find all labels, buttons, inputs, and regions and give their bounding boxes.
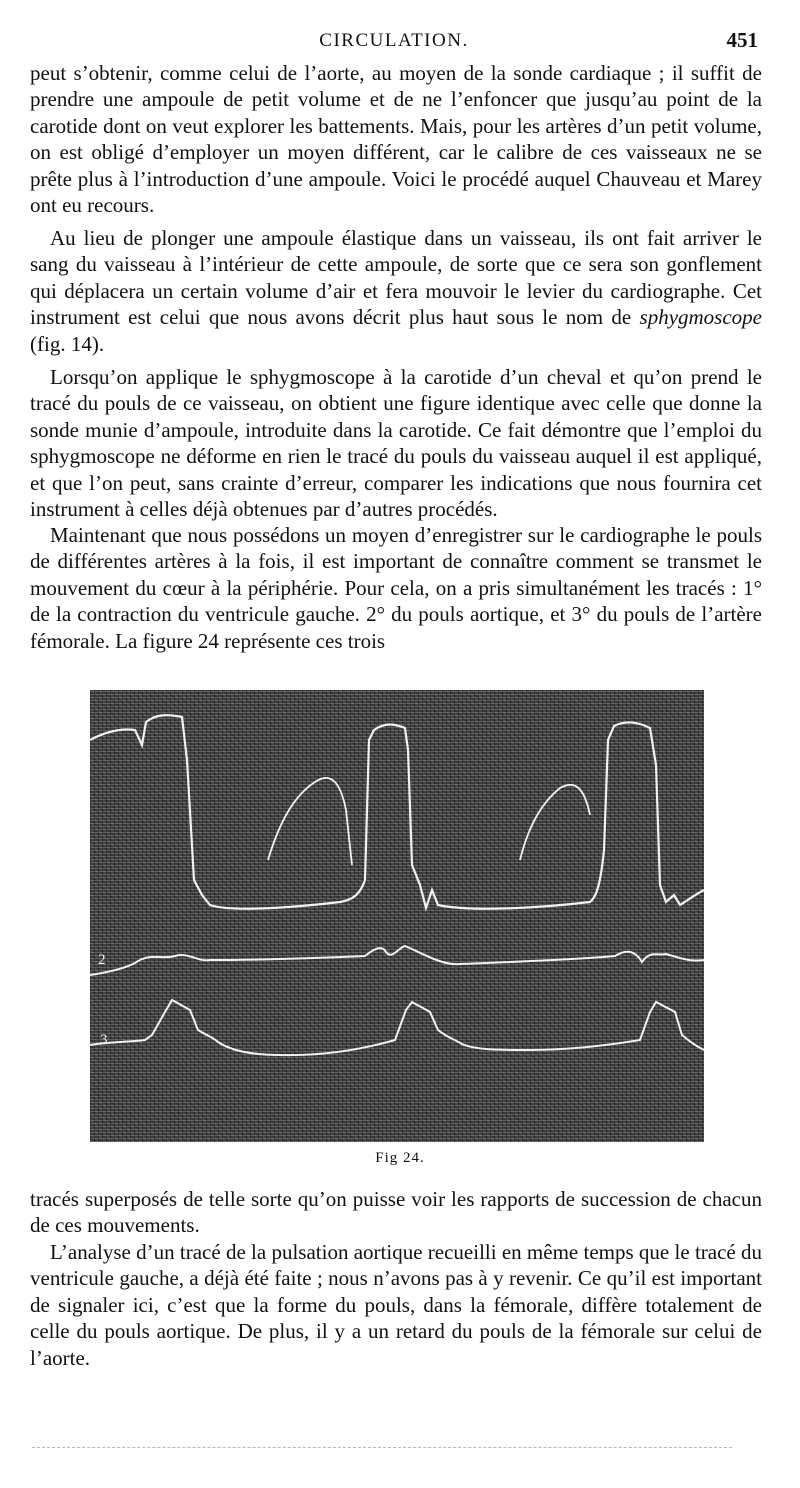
trace-aortic-pulse [90, 946, 704, 975]
paragraph-1: peut s’obtenir, comme celui de l’aorte, au moyen de la sonde cardiaque ; il suffit de prendre une ampoule de petit volume et de ne l’enfoncer que jusqu’au point de la carotide dont on veut explorer les battements. Mais, pour les artères d’un petit volume, on est obligé d’employer un moyen différent, car le calibre de ces vaisseaux ne se prête plus à l’introduction d’une ampoule. Voici le procédé auquel Chauveau et Marey ont eu recours. [30, 61, 762, 218]
paragraph-4: Maintenant que nous possédons un moyen d’enregistrer sur le cardiographe le pouls de différentes artères à la fois, il est important de connaître comment se transmet le mouvement du cœur à la périphérie. Pour cela, on a pris simultanément les tracés : 1° de la contraction du ventricule gauche. 2° du pouls aortique, et 3° du pouls de l’artère fémorale. La figure 24 représente ces trois [30, 523, 762, 653]
paragraph-5: tracés superposés de telle sorte qu’on puisse voir les rapports de succession de chacun de ces mouvements. [30, 1187, 762, 1238]
sphygmoscope-term: sphygmoscope [639, 305, 762, 330]
page-number: 451 [726, 28, 758, 52]
trace-label-3: 3 [100, 1032, 108, 1048]
paragraph-2-end: (fig. 14). [30, 331, 105, 356]
paragraph-6: L’analyse d’un tracé de la pulsation aortique recueilli en même temps que le tracé du ventricule gauche, a déjà été faite ; nous n’avons pas à y revenir. Ce qu’il est important de signaler ici, c’est que la forme du pouls, dans la fémorale, diffère totalement de celle du pouls aortique. De plus, il y a un retard du pouls de la fémorale sur celui de l’aorte. [30, 1240, 762, 1370]
page-header [30, 28, 758, 56]
trace-label-2: 2 [98, 952, 106, 968]
running-title: CIRCULATION. [319, 30, 469, 51]
paragraph-2 [30, 225, 762, 357]
figure-caption: Fig 24. [375, 1150, 425, 1166]
trace-ventricle [90, 715, 704, 909]
footer-rule [32, 1447, 732, 1448]
figure-24-tracings [90, 690, 704, 1142]
paragraph-2-text: Au lieu de plonger une ampoule élastique dans un vaisseau, ils ont fait arriver le sang du vaisseau à l’intérieur de cette ampoule, de sorte que ce sera son gonflement qui déplacera un certain volume d’air et fera mouvoir le levier du cardiographe. Cet instrument est celui que nous avons décrit plus haut sous le nom de [30, 226, 762, 330]
tracings-svg [90, 690, 704, 1142]
trace-femoral-pulse [90, 1000, 704, 1055]
trace-aortic-curve [268, 778, 590, 865]
paragraph-3: Lorsqu’on applique le sphygmoscope à la carotide d’un cheval et qu’on prend le tracé du pouls de ce vaisseau, on obtient une figure identique avec celle que donne la sonde munie d’ampoule, introduite dans la carotide. Ce fait démontre que l’emploi du sphygmoscope ne déforme en rien le tracé du pouls du vaisseau auquel il est appliqué, et que l’on peut, sans crainte d’erreur, comparer les indications que nous fournira cet instrument à celles déjà obtenues par d’autres procédés. [30, 365, 762, 522]
